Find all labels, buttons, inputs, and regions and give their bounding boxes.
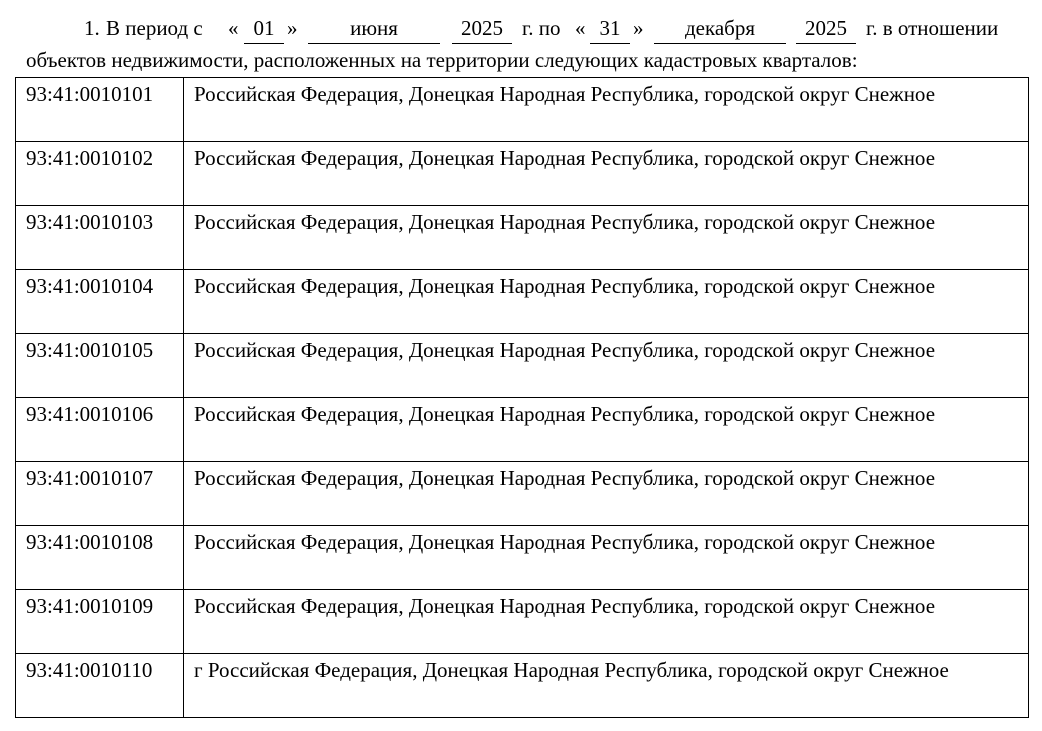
objects-line: объектов недвижимости, расположенных на территории следующих кадастровых кварталов: <box>26 48 858 72</box>
table-row <box>16 398 1029 462</box>
table-row <box>16 206 1029 270</box>
quarter-description: Российская Федерация, Донецкая Народная Республика, городской округ Снежное <box>184 462 1029 526</box>
quarter-code: 93:41:0010108 <box>16 526 184 590</box>
quarter-description: Российская Федерация, Донецкая Народная Республика, городской округ Снежное <box>184 526 1029 590</box>
quarter-code: 93:41:0010104 <box>16 270 184 334</box>
year-suffix-to: г. по <box>522 16 561 40</box>
quarter-code: 93:41:0010105 <box>16 334 184 398</box>
table-row <box>16 654 1029 718</box>
quarter-description: Российская Федерация, Донецкая Народная Республика, городской округ Снежное <box>184 206 1029 270</box>
table-row <box>16 526 1029 590</box>
quarter-code: 93:41:0010102 <box>16 142 184 206</box>
to-close-quote: » <box>633 16 644 40</box>
period-line <box>0 12 1042 44</box>
to-month-field: декабря <box>654 12 786 44</box>
cadastral-quarters-table <box>15 77 1029 718</box>
quarter-code: 93:41:0010101 <box>16 78 184 142</box>
table-row <box>16 334 1029 398</box>
quarter-description: г Российская Федерация, Донецкая Народная Республика, городской округ Снежное <box>184 654 1029 718</box>
item-number: 1. <box>84 16 100 40</box>
year-suffix-in: г. в отношении <box>866 16 999 40</box>
quarter-description: Российская Федерация, Донецкая Народная Республика, городской округ Снежное <box>184 78 1029 142</box>
period-from-prefix: В период с <box>106 16 203 40</box>
quarter-code: 93:41:0010106 <box>16 398 184 462</box>
quarter-code: 93:41:0010109 <box>16 590 184 654</box>
quarter-description: Российская Федерация, Донецкая Народная Республика, городской округ Снежное <box>184 590 1029 654</box>
quarter-description: Российская Федерация, Донецкая Народная Республика, городской округ Снежное <box>184 270 1029 334</box>
table-row <box>16 78 1029 142</box>
from-day-field: 01 <box>244 12 284 44</box>
table-row <box>16 142 1029 206</box>
to-open-quote: « <box>575 16 586 40</box>
table-row <box>16 462 1029 526</box>
quarter-description: Российская Федерация, Донецкая Народная Республика, городской округ Снежное <box>184 398 1029 462</box>
table-row <box>16 270 1029 334</box>
table-row <box>16 590 1029 654</box>
to-year-field: 2025 <box>796 12 856 44</box>
quarter-code: 93:41:0010103 <box>16 206 184 270</box>
from-year-field: 2025 <box>452 12 512 44</box>
quarter-description: Российская Федерация, Донецкая Народная Республика, городской округ Снежное <box>184 334 1029 398</box>
quarter-code: 93:41:0010107 <box>16 462 184 526</box>
from-open-quote: « <box>228 16 239 40</box>
to-day-field: 31 <box>590 12 630 44</box>
from-month-field: июня <box>308 12 440 44</box>
quarter-code: 93:41:0010110 <box>16 654 184 718</box>
from-close-quote: » <box>287 16 298 40</box>
quarter-description: Российская Федерация, Донецкая Народная Республика, городской округ Снежное <box>184 142 1029 206</box>
